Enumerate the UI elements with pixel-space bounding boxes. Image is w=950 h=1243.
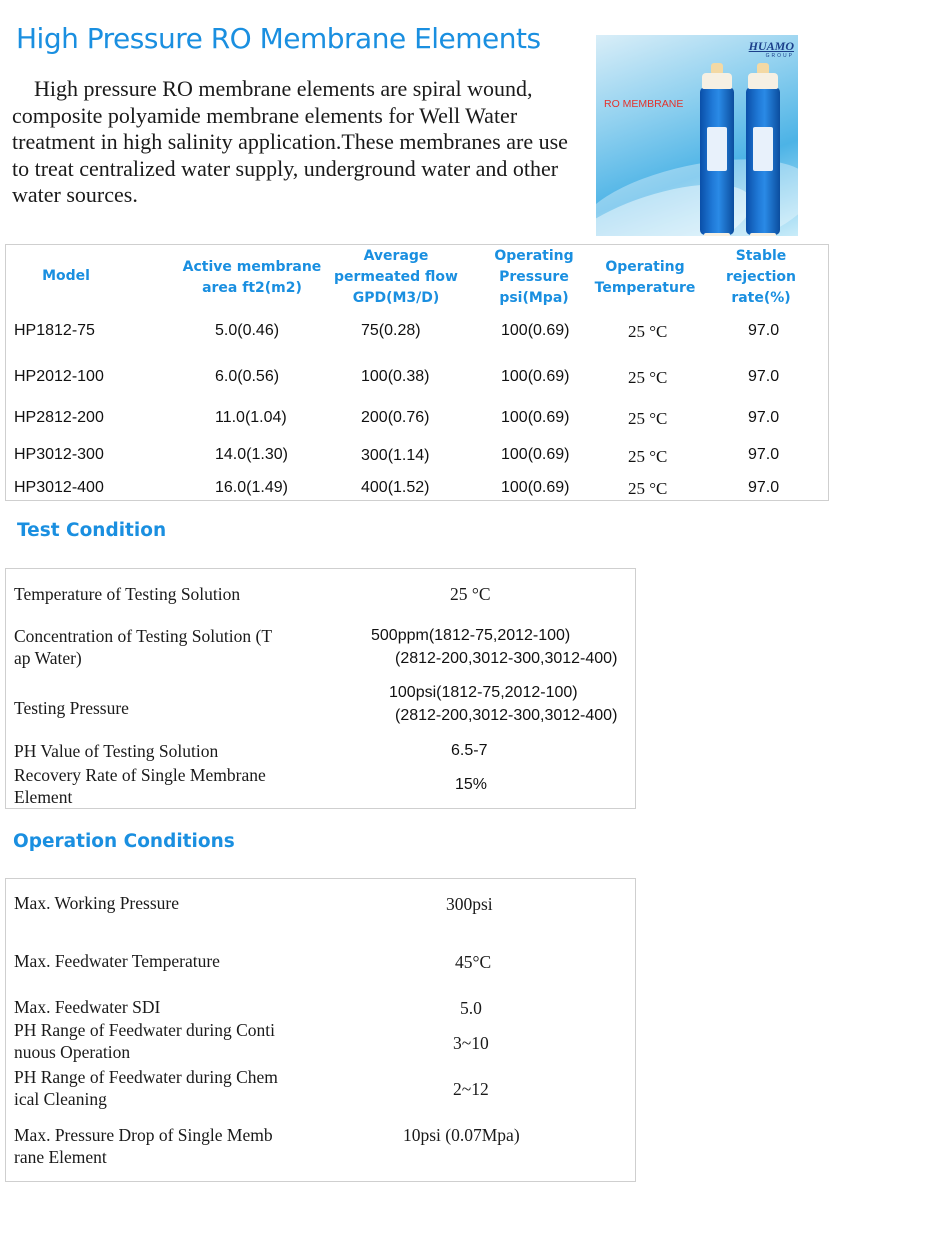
cell-model: HP3012-300 [14, 446, 104, 463]
cell-pressure: 100(0.69) [501, 409, 570, 426]
cell-rejection: 97.0 [748, 409, 780, 426]
section-title-test-condition: Test Condition [17, 520, 167, 541]
condition-label: Max. Feedwater Temperature [14, 951, 220, 971]
condition-label: Concentration of Testing Solution (T ap Water) [14, 626, 273, 668]
cell-pressure: 100(0.69) [501, 368, 570, 385]
condition-value: 15% [455, 776, 488, 793]
cell-rejection: 97.0 [748, 446, 780, 463]
condition-value: 300psi [446, 894, 493, 914]
column-header-temperature: Operating Temperature [594, 259, 696, 296]
test-condition-box [5, 568, 636, 809]
condition-value: 100psi(1812-75,2012-100) [389, 684, 578, 701]
cell-model: HP1812-75 [14, 322, 95, 339]
cell-rejection: 97.0 [748, 479, 780, 496]
product-photo [596, 35, 798, 236]
condition-label: PH Value of Testing Solution [14, 741, 219, 761]
condition-label: Max. Pressure Drop of Single Memb rane Element [14, 1125, 273, 1167]
operation-conditions-box [5, 878, 636, 1182]
cell-area: 6.0(0.56) [215, 368, 280, 385]
cell-pressure: 100(0.69) [501, 479, 570, 496]
condition-value: 2~12 [453, 1079, 489, 1099]
cell-flow: 75(0.28) [361, 322, 421, 339]
cell-model: HP2012-100 [14, 368, 104, 385]
condition-label: Testing Pressure [14, 698, 129, 718]
condition-label: Recovery Rate of Single Membrane Element [14, 765, 266, 807]
condition-label: Max. Feedwater SDI [14, 997, 161, 1017]
membrane-tube-image [746, 87, 780, 235]
cell-model: HP3012-400 [14, 479, 104, 496]
cell-flow: 300(1.14) [361, 447, 430, 464]
condition-value: 5.0 [460, 998, 482, 1018]
cell-temperature: 25 °C [628, 479, 668, 498]
column-header-pressure: Operating Pressure psi(Mpa) [494, 248, 574, 306]
condition-value: (2812-200,3012-300,3012-400) [395, 707, 618, 724]
column-header-flow: Average permeated flow GPD(M3/D) [334, 248, 458, 306]
column-header-rejection: Stable rejection rate(%) [725, 248, 797, 306]
condition-value: 10psi (0.07Mpa) [403, 1125, 520, 1145]
cell-temperature: 25 °C [628, 447, 668, 466]
spec-table [5, 244, 829, 501]
cell-area: 11.0(1.04) [215, 409, 287, 426]
cell-pressure: 100(0.69) [501, 446, 570, 463]
condition-value: (2812-200,3012-300,3012-400) [395, 650, 618, 667]
cell-model: HP2812-200 [14, 409, 104, 426]
column-header-area: Active membrane area ft2(m2) [182, 259, 322, 296]
photo-caption: RO MEMBRANE [604, 98, 684, 110]
cell-rejection: 97.0 [748, 368, 780, 385]
cell-temperature: 25 °C [628, 322, 668, 341]
membrane-tube-image [700, 87, 734, 235]
cell-flow: 200(0.76) [361, 409, 430, 426]
column-header-model: Model [42, 268, 90, 284]
condition-value: 45°C [455, 952, 492, 972]
page-title: High Pressure RO Membrane Elements [16, 22, 541, 55]
cell-area: 16.0(1.49) [215, 479, 288, 496]
condition-value: 6.5-7 [451, 742, 488, 759]
condition-label: Max. Working Pressure [14, 893, 179, 913]
cell-flow: 400(1.52) [361, 479, 430, 496]
cell-temperature: 25 °C [628, 368, 668, 387]
cell-area: 14.0(1.30) [215, 446, 288, 463]
intro-paragraph: High pressure RO membrane elements are spiral wound, composite polyamide membrane elements for Well Water treatment in high salinity application.These membranes are use to treat centralized water supply, underground water and other water sources. [12, 76, 568, 207]
brand-logo: HUAMO [748, 39, 794, 53]
cell-area: 5.0(0.46) [215, 322, 280, 339]
cell-temperature: 25 °C [628, 409, 668, 428]
cell-rejection: 97.0 [748, 322, 780, 339]
condition-value: 25 °C [450, 584, 491, 604]
brand-logo-subtitle: GROUP [765, 53, 794, 59]
condition-label: Temperature of Testing Solution [14, 584, 241, 604]
cell-flow: 100(0.38) [361, 368, 430, 385]
cell-pressure: 100(0.69) [501, 322, 570, 339]
condition-value: 3~10 [453, 1033, 489, 1053]
condition-label: PH Range of Feedwater during Chem ical Cleaning [14, 1067, 278, 1109]
section-title-operation-conditions: Operation Conditions [13, 831, 235, 852]
condition-label: PH Range of Feedwater during Conti nuous Operation [14, 1020, 275, 1062]
condition-value: 500ppm(1812-75,2012-100) [371, 627, 571, 644]
